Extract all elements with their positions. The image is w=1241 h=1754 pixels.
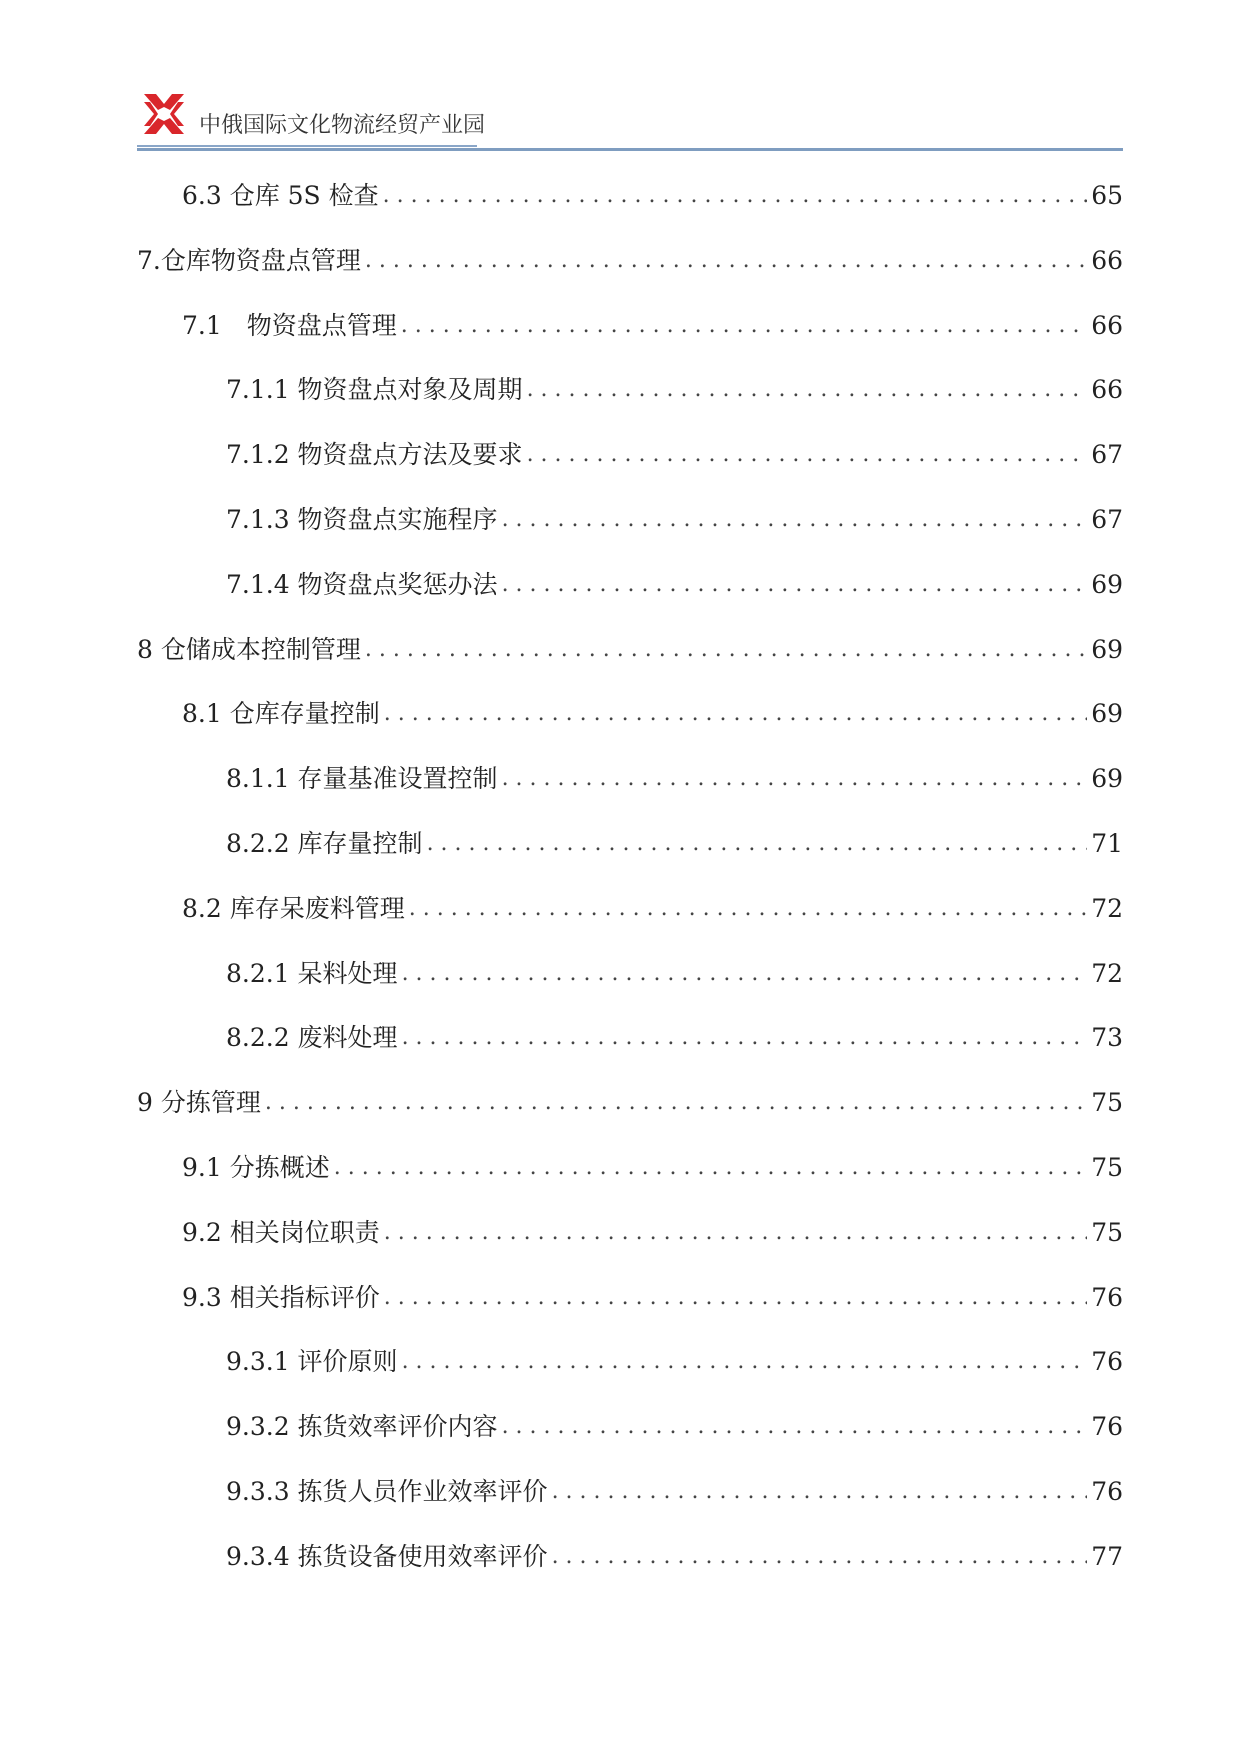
toc-entry-page-number: 71 bbox=[1091, 829, 1123, 858]
toc-entry-title: 8.2 库存呆废料管理 bbox=[182, 894, 405, 923]
toc-dot-leader bbox=[402, 1018, 1088, 1058]
toc-entry[interactable] bbox=[226, 500, 1123, 540]
toc-entry-title: 8.2.1 呆料处理 bbox=[226, 959, 398, 988]
toc-entry-page-number: 75 bbox=[1091, 1153, 1123, 1182]
toc-entry-title: 8.2.2 废料处理 bbox=[226, 1023, 398, 1052]
toc-entry[interactable] bbox=[182, 1148, 1123, 1188]
toc-entry-title: 9.3.4 拣货设备使用效率评价 bbox=[226, 1542, 548, 1571]
toc-entry-page-number: 67 bbox=[1091, 505, 1123, 534]
toc-entry-title: 7.1.2 物资盘点方法及要求 bbox=[226, 440, 523, 469]
toc-entry-page-number: 77 bbox=[1091, 1542, 1123, 1571]
toc-entry[interactable] bbox=[182, 306, 1123, 346]
toc-entry-title: 9.3 相关指标评价 bbox=[182, 1283, 380, 1312]
toc-entry-title: 9 分拣管理 bbox=[137, 1088, 261, 1117]
toc-entry-page-number: 66 bbox=[1091, 375, 1123, 404]
toc-entry-page-number: 76 bbox=[1091, 1283, 1123, 1312]
toc-dot-leader bbox=[383, 176, 1088, 216]
toc-entry[interactable] bbox=[226, 759, 1123, 799]
toc-entry-page-number: 75 bbox=[1091, 1218, 1123, 1247]
toc-dot-leader bbox=[527, 435, 1088, 475]
toc-dot-leader bbox=[552, 1472, 1088, 1512]
toc-entry-title: 9.3.3 拣货人员作业效率评价 bbox=[226, 1477, 548, 1506]
toc-entry-page-number: 69 bbox=[1091, 764, 1123, 793]
toc-entry[interactable] bbox=[226, 370, 1123, 410]
toc-dot-leader bbox=[265, 1083, 1087, 1123]
toc-entry-title: 6.3 仓库 5S 检查 bbox=[182, 181, 379, 210]
toc-entry-title: 8.2.2 库存量控制 bbox=[226, 829, 423, 858]
toc-entry-title: 9.3.2 拣货效率评价内容 bbox=[226, 1412, 498, 1441]
toc-entry[interactable] bbox=[182, 694, 1123, 734]
toc-dot-leader bbox=[502, 1407, 1088, 1447]
toc-entry-page-number: 69 bbox=[1091, 699, 1123, 728]
toc-entry[interactable] bbox=[182, 1278, 1123, 1318]
toc-entry-page-number: 76 bbox=[1091, 1477, 1123, 1506]
toc-entry[interactable] bbox=[137, 241, 1123, 281]
toc-entry-page-number: 66 bbox=[1091, 246, 1123, 275]
toc-entry-page-number: 73 bbox=[1091, 1023, 1123, 1052]
toc-entry-title: 7.1.1 物资盘点对象及周期 bbox=[226, 375, 523, 404]
toc-entry-title: 8.1 仓库存量控制 bbox=[182, 699, 380, 728]
toc-entry[interactable] bbox=[182, 176, 1123, 216]
toc-entry[interactable] bbox=[182, 1213, 1123, 1253]
toc-dot-leader bbox=[402, 954, 1088, 994]
toc-dot-leader bbox=[384, 694, 1087, 734]
toc-entry-page-number: 65 bbox=[1091, 181, 1123, 210]
toc-entry[interactable] bbox=[226, 824, 1123, 864]
toc-entry-title: 8 仓储成本控制管理 bbox=[137, 635, 361, 664]
toc-entry-title: 7.1.4 物资盘点奖惩办法 bbox=[226, 570, 498, 599]
toc-entry[interactable] bbox=[226, 1407, 1123, 1447]
toc-entry-page-number: 76 bbox=[1091, 1412, 1123, 1441]
toc-dot-leader bbox=[527, 370, 1088, 410]
toc-dot-leader bbox=[401, 306, 1087, 346]
toc-entry-title: 9.3.1 评价原则 bbox=[226, 1347, 398, 1376]
toc-dot-leader bbox=[409, 889, 1087, 929]
toc-entry[interactable] bbox=[226, 435, 1123, 475]
toc-entry[interactable] bbox=[137, 630, 1123, 670]
toc-dot-leader bbox=[365, 630, 1087, 670]
toc-dot-leader bbox=[502, 759, 1088, 799]
toc-dot-leader bbox=[552, 1537, 1088, 1577]
toc-entry-title: 7.仓库物资盘点管理 bbox=[137, 246, 361, 275]
toc-entry-page-number: 69 bbox=[1091, 570, 1123, 599]
toc-entry[interactable] bbox=[137, 1083, 1123, 1123]
toc-entry[interactable] bbox=[226, 1018, 1123, 1058]
toc-dot-leader bbox=[365, 241, 1087, 281]
organization-name: 中俄国际文化物流经贸产业园 bbox=[199, 113, 486, 138]
toc-entry-title: 7.1.3 物资盘点实施程序 bbox=[226, 505, 498, 534]
toc-dot-leader bbox=[427, 824, 1088, 864]
toc-dot-leader bbox=[402, 1342, 1088, 1382]
toc-entry-title: 7.1 物资盘点管理 bbox=[182, 311, 397, 340]
toc-dot-leader bbox=[502, 500, 1088, 540]
toc-entry-page-number: 72 bbox=[1091, 894, 1123, 923]
toc-entry-title: 9.1 分拣概述 bbox=[182, 1153, 330, 1182]
toc-entry[interactable] bbox=[226, 1537, 1123, 1577]
toc-entry-title: 9.2 相关岗位职责 bbox=[182, 1218, 380, 1247]
toc-entry[interactable] bbox=[226, 1342, 1123, 1382]
toc-entry-title: 8.1.1 存量基准设置控制 bbox=[226, 764, 498, 793]
toc-dot-leader bbox=[384, 1278, 1087, 1318]
toc-entry-page-number: 69 bbox=[1091, 635, 1123, 664]
toc-entry-page-number: 76 bbox=[1091, 1347, 1123, 1376]
toc-entry[interactable] bbox=[182, 889, 1123, 929]
toc-entry-page-number: 67 bbox=[1091, 440, 1123, 469]
toc-entry-page-number: 72 bbox=[1091, 959, 1123, 988]
toc-dot-leader bbox=[334, 1148, 1087, 1188]
toc-entry[interactable] bbox=[226, 954, 1123, 994]
toc-entry[interactable] bbox=[226, 565, 1123, 605]
toc-dot-leader bbox=[502, 565, 1088, 605]
toc-dot-leader bbox=[384, 1213, 1087, 1253]
toc-entry-page-number: 66 bbox=[1091, 311, 1123, 340]
toc-entry-page-number: 75 bbox=[1091, 1088, 1123, 1117]
toc-entry[interactable] bbox=[226, 1472, 1123, 1512]
